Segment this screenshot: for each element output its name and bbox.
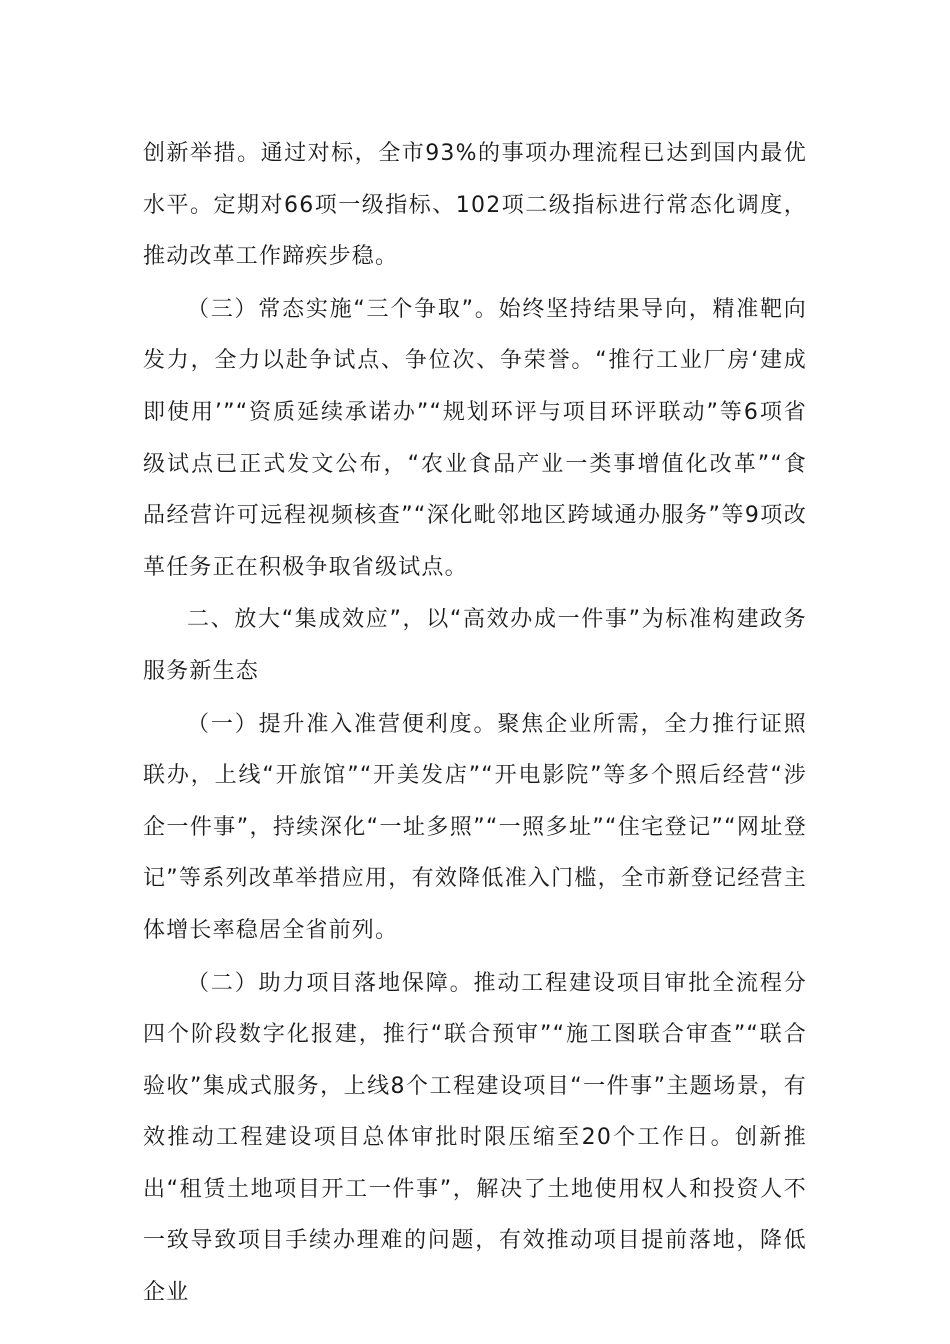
paragraph-reform-measures: 创新举措。通过对标，全市93%的事项办理流程已达到国内最优水平。定期对66项一级指标、102项二级指标进行常态化调度，推动改革工作蹄疾步稳。 — [143, 141, 807, 270]
section-heading-integration-effect: 二、放大“集成效应”，以“高效办成一件事”为标准构建政务服务新生态 — [143, 607, 807, 684]
document-body — [143, 128, 807, 1320]
paragraph-project-landing: （二）助力项目落地保障。推动工程建设项目审批全流程分四个阶段数字化报建，推行“联合预审”“施工图联合审查”“联合验收”集成式服务，上线8个工程建设项目“一件事”主题场景，有效推动工程建设项目总体审批时限压缩至20个工作日。创新推出“租赁土地项目开工一件事”，解决了土地使用权人和投资人不一致导致项目手续办理难的问题，有效推动项目提前落地，降低企业 — [143, 970, 807, 1306]
paragraph-three-strives: （三）常态实施“三个争取”。始终坚持结果导向，精准靶向发力，全力以赴争试点、争位次、争荣誉。“推行工业厂房‘建成即使用’”“资质延续承诺办”“规划环评与项目环评联动”等6项省级试点已正式发文公布，“农业食品产业一类事增值化改革”“食品经营许可远程视频核查”“深化毗邻地区跨域通办服务”等9项改革任务正在积极争取省级试点。 — [143, 296, 807, 580]
paragraph-market-access: （一）提升准入准营便利度。聚焦企业所需，全力推行证照联办，上线“开旅馆”“开美发店”“开电影院”等多个照后经营“涉企一件事”，持续深化“一址多照”“一照多址”“住宅登记”“网址登记”等系列改革举措应用，有效降低准入门槛，全市新登记经营主体增长率稳居全省前列。 — [143, 711, 807, 943]
